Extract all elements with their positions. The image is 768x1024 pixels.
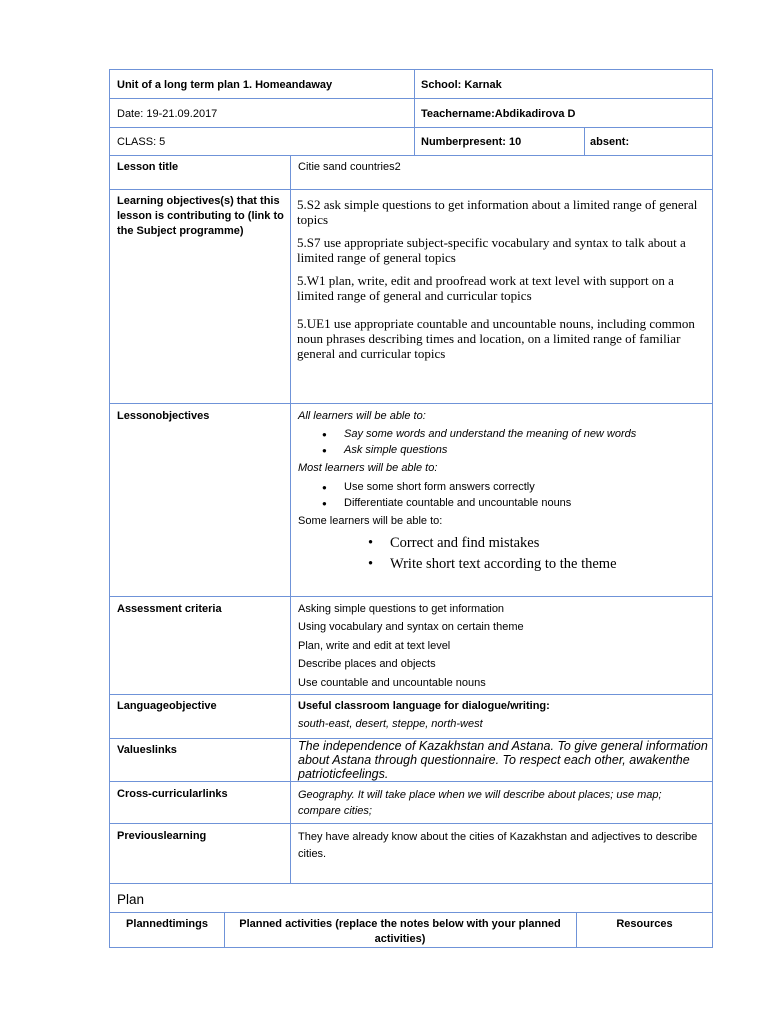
teacher-label: Teachername:Abdikadirova D: [421, 108, 576, 120]
table-border: [109, 947, 713, 948]
list-item: ● Say some words and understand the meaning of new words: [344, 427, 704, 443]
table-border: [712, 69, 713, 948]
learning-objective-item: 5.S2 ask simple questions to get information about a limited range of general topics: [297, 197, 698, 227]
table-border: [109, 781, 713, 782]
bullet-icon: ●: [322, 445, 327, 455]
school-label: School: Karnak: [421, 79, 502, 91]
plan-col-timings: Plannedtimings: [126, 918, 208, 930]
previous-text: They have already know about the cities of Kazakhstan and adjectives to describe cities.: [298, 831, 698, 860]
values-label: Valueslinks: [117, 744, 177, 756]
unit-label: Unit of a long term plan 1. Homeandaway: [117, 79, 333, 91]
learning-objectives-label: Learning objectives(s) that this lesson is contributing to (link to the Subject programme): [117, 195, 284, 237]
most-learners-list: [322, 480, 704, 511]
assessment-item: Using vocabulary and syntax on certain theme: [298, 621, 524, 633]
some-learners-heading: Some learners will be able to:: [298, 515, 443, 527]
plan-col-activities: Planned activities (replace the notes below with your planned activities): [239, 918, 561, 945]
list-item: ● Ask simple questions: [344, 443, 704, 459]
table-border: [109, 189, 713, 190]
learning-objective-item: 5.UE1 use appropriate countable and uncountable nouns, including common noun phrases describing times and location, on a limited range of familiar general and curricular topics: [297, 316, 695, 361]
previous-label: Previouslearning: [117, 830, 207, 842]
bullet-icon: •: [368, 556, 374, 572]
all-learners-list: [322, 427, 704, 458]
language-label: Languageobjective: [117, 700, 217, 712]
table-border: [584, 127, 585, 156]
table-border: [109, 155, 713, 156]
lesson-title-value: Citie sand countries2: [298, 161, 401, 173]
language-words: south-east, desert, steppe, north-west: [298, 718, 483, 730]
lesson-objectives-label: Lessonobjectives: [117, 410, 210, 422]
all-learners-heading: All learners will be able to:: [298, 410, 426, 422]
table-border: [109, 912, 713, 913]
cross-text: Geography. It will take place when we will describe about places; use map; compare cities;: [298, 789, 662, 817]
list-item: • Write short text according to the theme: [390, 554, 700, 575]
bullet-icon: •: [368, 535, 374, 551]
table-border: [109, 127, 713, 128]
cross-label: Cross-curricularlinks: [117, 788, 228, 800]
assessment-label: Assessment criteria: [117, 603, 222, 615]
assessment-item: Plan, write and edit at text level: [298, 640, 451, 652]
language-heading: Useful classroom language for dialogue/writing:: [298, 700, 550, 712]
table-border: [109, 98, 713, 99]
plan-col-resources: Resources: [616, 918, 673, 930]
list-item: ● Differentiate countable and uncountable nouns: [344, 496, 704, 512]
list-item: ● Use some short form answers correctly: [344, 480, 704, 496]
bullet-icon: ●: [322, 430, 327, 439]
some-learners-list: [368, 533, 700, 575]
table-border: [109, 694, 713, 695]
present-label: Numberpresent: 10: [421, 136, 522, 148]
bullet-icon: ●: [322, 498, 327, 508]
class-label: CLASS: 5: [117, 136, 166, 148]
learning-objective-item: 5.S7 use appropriate subject-specific vocabulary and syntax to talk about a limited range of general topics: [297, 235, 686, 265]
assessment-item: Use countable and uncountable nouns: [298, 677, 486, 689]
values-text: The independence of Kazakhstan and Astana. To give general information about Astana through questionnaire. To respect each other, awakenthe patrioticfeelings.: [298, 739, 708, 781]
plan-title: Plan: [117, 892, 145, 907]
date-label: Date: 19-21.09.2017: [117, 108, 218, 120]
most-learners-heading: Most learners will be able to:: [298, 462, 438, 474]
table-border: [109, 69, 713, 70]
table-border: [109, 596, 713, 597]
bullet-icon: ●: [322, 483, 327, 492]
lesson-title-label: Lesson title: [117, 161, 179, 173]
table-border: [290, 155, 291, 884]
table-border: [109, 883, 713, 884]
absent-label: absent:: [590, 136, 630, 148]
table-border: [109, 69, 110, 948]
table-border: [109, 403, 713, 404]
learning-objective-item: 5.W1 plan, write, edit and proofread work at text level with support on a limited range of general and curricular topics: [297, 273, 674, 303]
table-border: [414, 69, 415, 156]
table-border: [224, 912, 225, 948]
assessment-item: Asking simple questions to get information: [298, 603, 505, 615]
assessment-item: Describe places and objects: [298, 658, 436, 670]
table-border: [109, 823, 713, 824]
list-item: • Correct and find mistakes: [390, 533, 700, 554]
